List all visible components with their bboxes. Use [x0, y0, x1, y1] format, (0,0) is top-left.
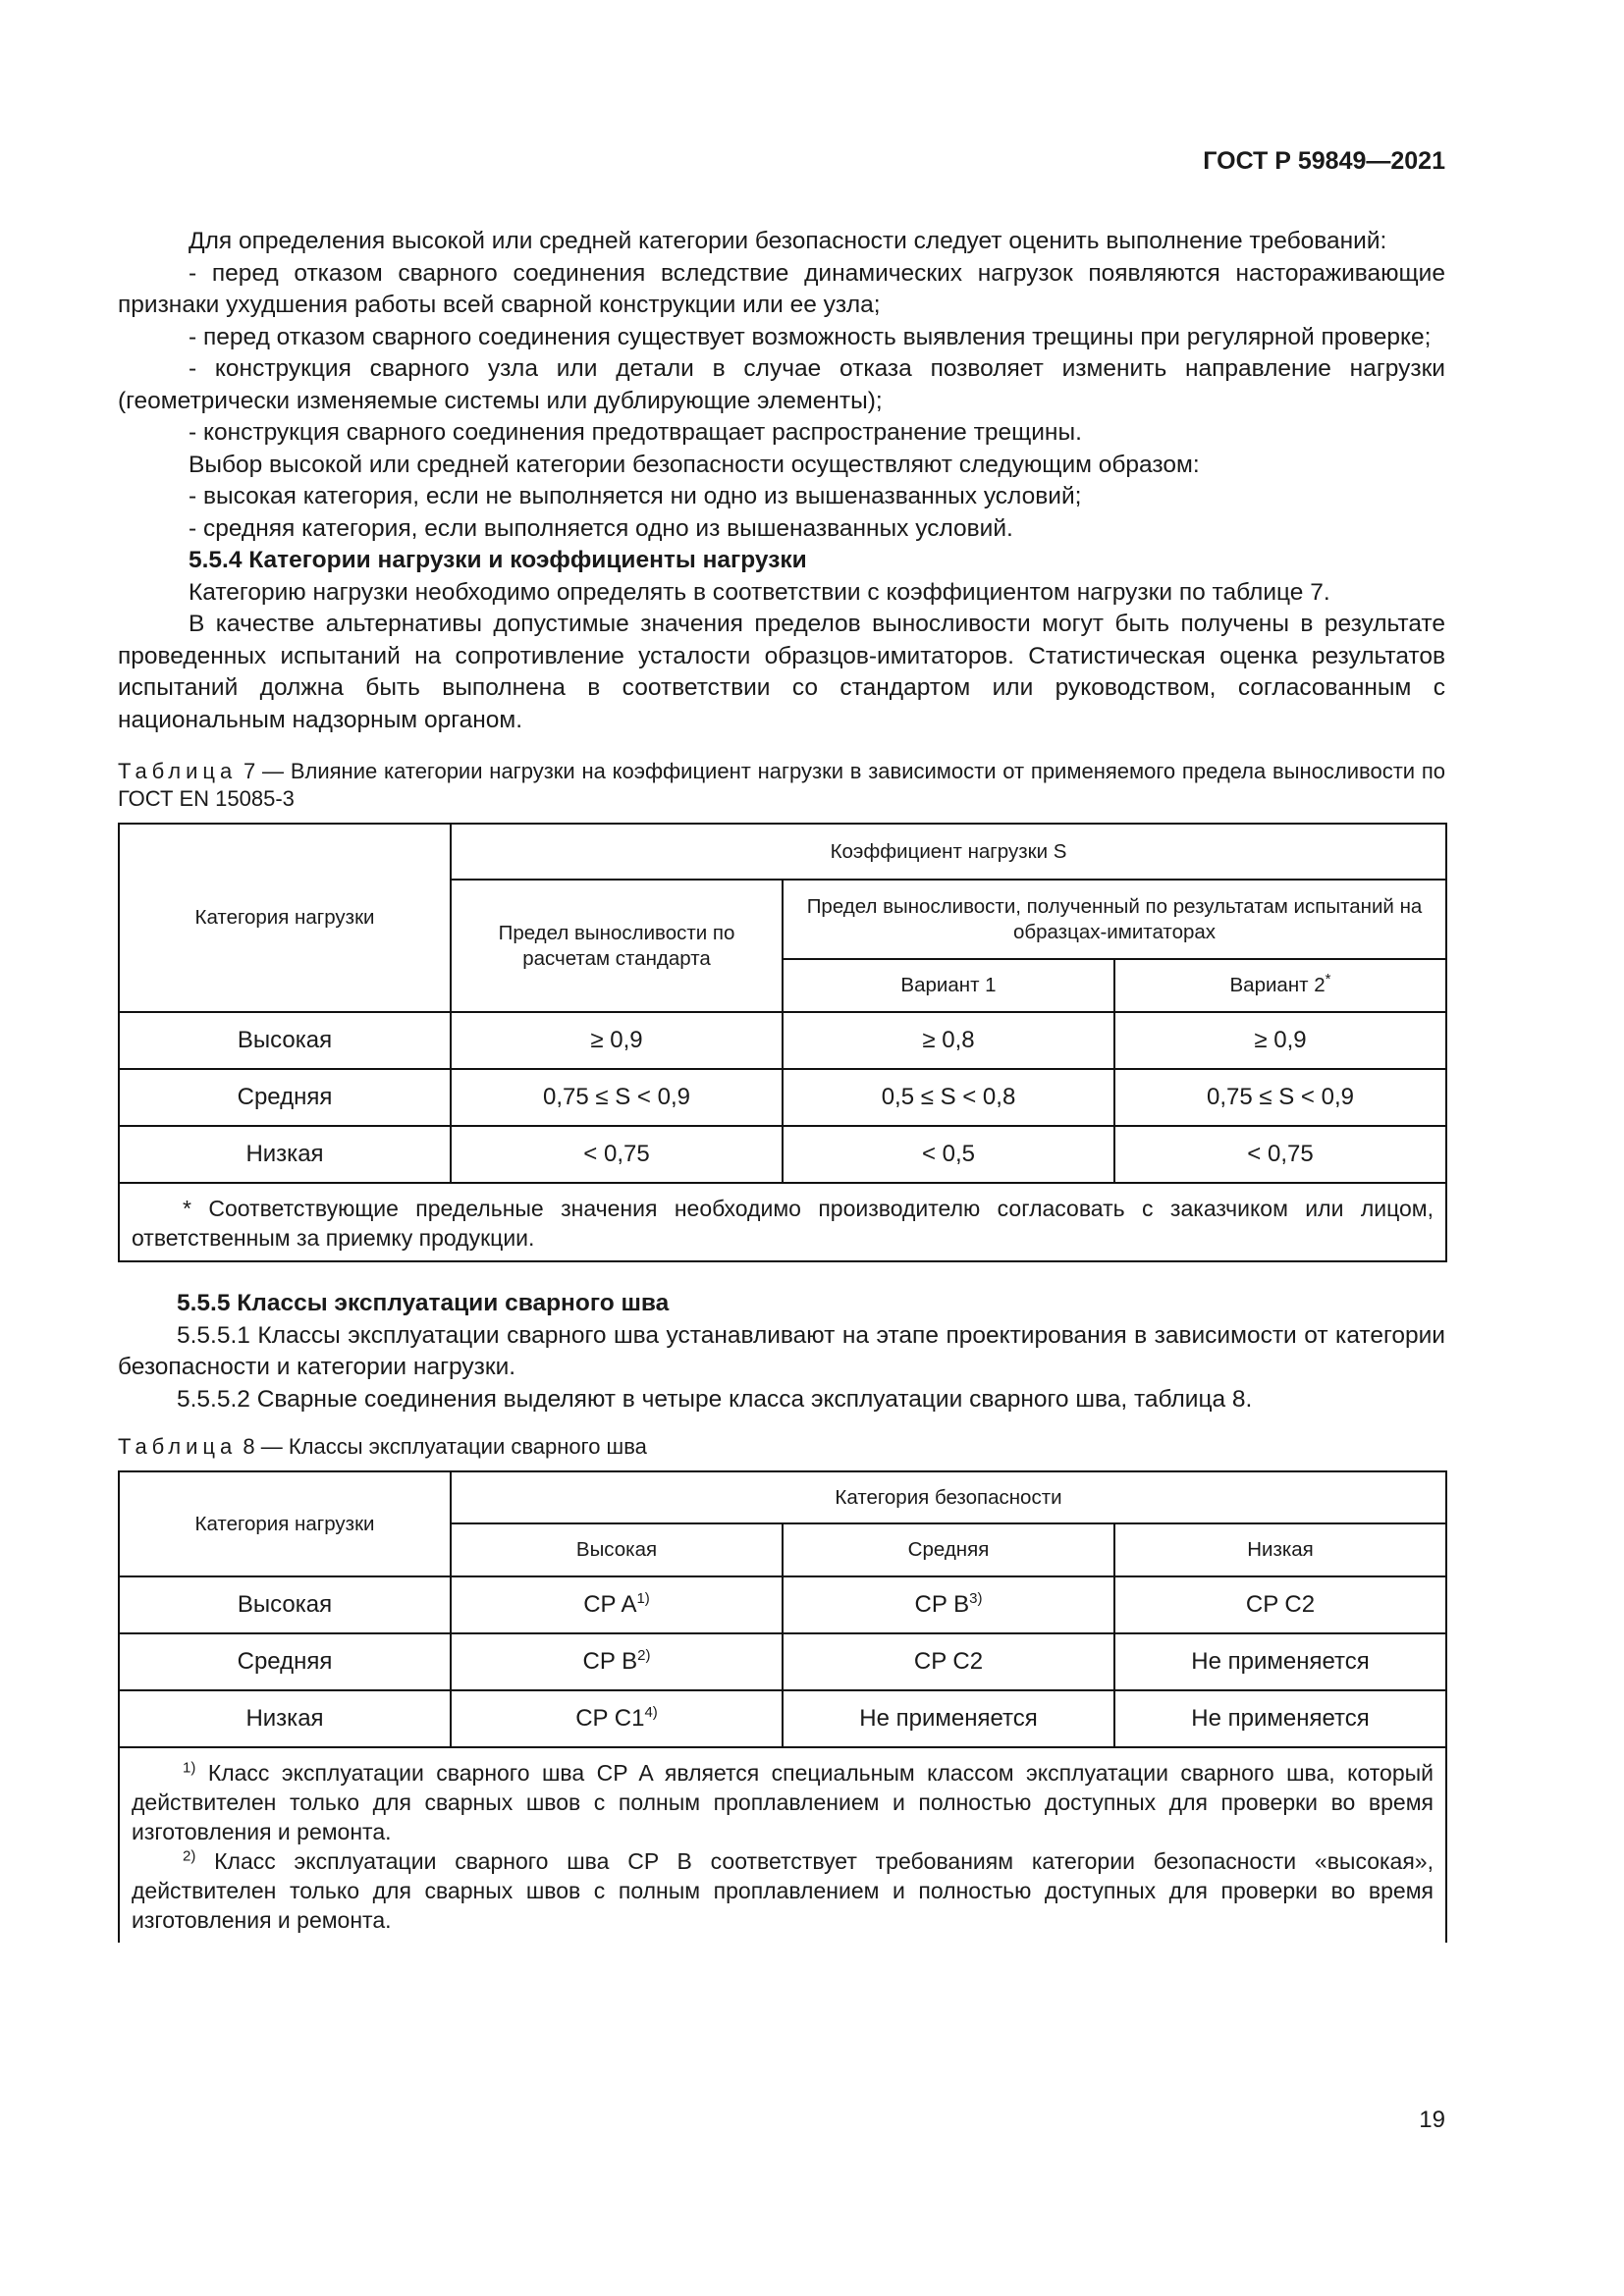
- footnote-mark: 1): [636, 1589, 650, 1607]
- t7-header-standard: Предел выносливости по расчетам стандарта: [451, 880, 783, 1012]
- t7-cell-standard: ≥ 0,9: [451, 1012, 783, 1069]
- footnote-mark: 2): [637, 1646, 651, 1664]
- paragraph: Категорию нагрузки необходимо определять в соответствии с коэффициентом нагрузки по таблице 7.: [189, 578, 1330, 606]
- list-item: - конструкция сварного узла или детали в случае отказа позволяет изменить направление нагрузки (геометрически изменяемые системы или дублирующие элементы);: [118, 355, 1445, 414]
- t8-class: CP B: [914, 1590, 970, 1618]
- t8-cell-mid: [783, 1690, 1114, 1747]
- section-heading-5-5-4: 5.5.4 Категории нагрузки и коэффициенты нагрузки: [189, 547, 807, 573]
- list-item: - средняя категория, если выполняется одно из вышеназванных условий.: [189, 514, 1013, 542]
- t8-header-mid: Средняя: [783, 1523, 1114, 1576]
- t7-header-category: Категория нагрузки: [119, 824, 451, 1012]
- paragraph: 5.5.5.1 Классы эксплуатации сварного шва устанавливают на этапе проектирования в зависимости от категории безопасности и категории нагрузки.: [118, 1321, 1445, 1380]
- t8-class: CP A: [583, 1590, 637, 1618]
- t7-cell-var2: 0,75 ≤ S < 0,9: [1114, 1069, 1446, 1126]
- t8-cell-mid: [783, 1633, 1114, 1690]
- t7-header-tests: Предел выносливости, полученный по результатам испытаний на образцах-имитаторах: [783, 880, 1446, 959]
- t8-cell-high: [451, 1576, 783, 1633]
- list-item: - высокая категория, если не выполняется ни одно из вышеназванных условий;: [189, 483, 1082, 509]
- t8-row-category: Высокая: [119, 1576, 451, 1633]
- table8-caption-label: Таблица: [118, 1434, 238, 1459]
- list-item: - перед отказом сварного соединения существует возможность выявления трещины при регулярной проверке;: [189, 323, 1432, 350]
- t8-row-category: Низкая: [119, 1690, 451, 1747]
- t7-header-coef: Коэффициент нагрузки S: [451, 824, 1446, 880]
- document-code: ГОСТ Р 59849—2021: [1203, 147, 1445, 175]
- page-number: 19: [1419, 2107, 1445, 2133]
- paragraph: 5.5.5.2 Сварные соединения выделяют в четыре класса эксплуатации сварного шва, таблица 8.: [177, 1385, 1253, 1413]
- t8-class: Не применяется: [1191, 1704, 1370, 1732]
- t7-header-var2-label: Вариант 2: [1229, 974, 1326, 996]
- list-item: - конструкция сварного соединения предотвращает распространение трещины.: [189, 419, 1082, 446]
- t7-cell-standard: 0,75 ≤ S < 0,9: [451, 1069, 783, 1126]
- t7-row-category: Низкая: [119, 1126, 451, 1183]
- t8-class: Не применяется: [859, 1704, 1038, 1732]
- t8-class: CP C2: [913, 1647, 984, 1675]
- t8-header-high: Высокая: [451, 1523, 783, 1576]
- paragraph: Для определения высокой или средней категории безопасности следует оценить выполнение требований:: [189, 228, 1387, 254]
- t8-cell-high: [451, 1633, 783, 1690]
- t8-cell-high: [451, 1690, 783, 1747]
- t8-header-category: Категория нагрузки: [119, 1471, 451, 1576]
- t8-class: CP C1: [575, 1704, 645, 1732]
- paragraph: В качестве альтернативы допустимые значения пределов выносливости могут быть получены в результате проведенных испытаний на сопротивление усталости образцов-имитаторов. Статистическая оценка результатов испытаний должна быть выполнена в соответствии со стандартом или руководством, согласованным с национальным надзорным органом.: [118, 611, 1445, 733]
- t8-row-category: Средняя: [119, 1633, 451, 1690]
- table8-caption: [118, 1433, 1445, 1461]
- t8-class: Не применяется: [1191, 1647, 1370, 1675]
- page-body: [118, 226, 1445, 1943]
- t8-header-low: Низкая: [1114, 1523, 1446, 1576]
- table7-caption-label: Таблица: [118, 759, 238, 783]
- t7-footnote-cell: [119, 1183, 1446, 1261]
- t8-note-text: Класс эксплуатации сварного шва CP A является специальным классом эксплуатации сварного шва, который действителен только для сварных швов с полным проплавлением и полностью доступных для проверки во время изготовления и ремонта.: [132, 1760, 1434, 1844]
- t7-cell-var1: 0,5 ≤ S < 0,8: [783, 1069, 1114, 1126]
- t7-header-var2: [1114, 959, 1446, 1012]
- table7-caption-text: 7 — Влияние категории нагрузки на коэффициент нагрузки в зависимости от применяемого предела выносливости по ГОСТ EN 15085-3: [118, 759, 1445, 811]
- t8-class: CP B: [582, 1647, 638, 1675]
- t7-cell-var1: ≥ 0,8: [783, 1012, 1114, 1069]
- t8-cell-low: [1114, 1690, 1446, 1747]
- t7-footnote: * Соответствующие предельные значения необходимо производителю согласовать с заказчиком или лицом, ответственным за приемку продукции.: [132, 1196, 1434, 1251]
- table-7: [118, 823, 1447, 1262]
- t8-notes-cell: [119, 1747, 1446, 1943]
- t8-note: [132, 1758, 1434, 1846]
- t7-cell-var2: ≥ 0,9: [1114, 1012, 1446, 1069]
- footnote-mark: 4): [644, 1703, 658, 1721]
- t8-cell-low: [1114, 1576, 1446, 1633]
- t8-note-text: Класс эксплуатации сварного шва CP B соответствует требованиям категории безопасности «высокая», действителен только для сварных швов с полным проплавлением и полностью доступных для проверки во время изготовления и ремонта.: [132, 1848, 1434, 1933]
- table-8: [118, 1470, 1447, 1943]
- t8-class: CP C2: [1245, 1590, 1316, 1618]
- table7-caption: [118, 758, 1445, 813]
- footnote-mark: 2): [183, 1847, 196, 1865]
- t7-row-category: Высокая: [119, 1012, 451, 1069]
- t8-cell-mid: [783, 1576, 1114, 1633]
- t7-row-category: Средняя: [119, 1069, 451, 1126]
- t8-note: [132, 1846, 1434, 1935]
- footnote-mark: 1): [183, 1759, 196, 1777]
- footnote-mark: 3): [969, 1589, 983, 1607]
- section-heading-5-5-5: 5.5.5 Классы эксплуатации сварного шва: [177, 1290, 670, 1316]
- footnote-mark: *: [1325, 971, 1331, 988]
- t8-cell-low: [1114, 1633, 1446, 1690]
- t7-header-var1: Вариант 1: [783, 959, 1114, 1012]
- t7-cell-standard: < 0,75: [451, 1126, 783, 1183]
- t7-cell-var1: < 0,5: [783, 1126, 1114, 1183]
- paragraph: Выбор высокой или средней категории безопасности осуществляют следующим образом:: [189, 451, 1200, 478]
- t8-header-safety: Категория безопасности: [451, 1471, 1446, 1523]
- t7-cell-var2: < 0,75: [1114, 1126, 1446, 1183]
- list-item: - перед отказом сварного соединения вследствие динамических нагрузок появляются настораживающие признаки ухудшения работы всей сварной конструкции или ее узла;: [118, 259, 1445, 318]
- table8-caption-text: 8 — Классы эксплуатации сварного шва: [243, 1434, 647, 1459]
